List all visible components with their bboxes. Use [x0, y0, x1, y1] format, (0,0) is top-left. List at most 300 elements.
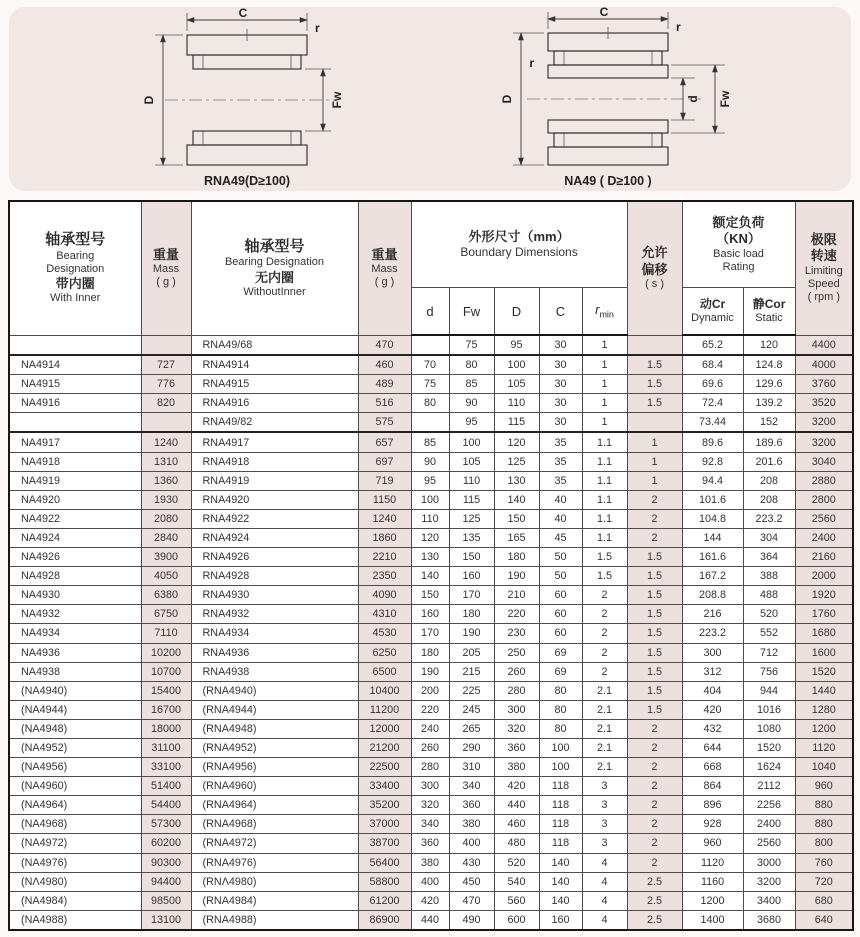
cell-fw: 490: [449, 910, 494, 930]
cell-cr: 896: [682, 796, 743, 815]
cell-d: 360: [411, 834, 449, 853]
header-s-unit: ( s ): [645, 277, 665, 290]
cell-fw: 75: [449, 335, 494, 355]
cell-C: 118: [539, 777, 582, 796]
cell-mass-without: 22500: [358, 758, 411, 777]
cell-cr: 144: [682, 528, 743, 547]
diagram-caption-na49: NA49 ( D≥100 ): [564, 174, 652, 188]
cell-mass-with: 6380: [141, 586, 191, 605]
cell-s: 1.5: [627, 355, 682, 375]
bearing-diagram-rna49: [77, 7, 407, 191]
cell-s: 1.5: [627, 567, 682, 586]
cell-mass-without: 2350: [358, 567, 411, 586]
cell-d: [411, 335, 449, 355]
cell-cor: 189.6: [743, 432, 795, 452]
cell-C: 40: [539, 490, 582, 509]
cell-speed: 3200: [795, 413, 853, 433]
cell-fw: 310: [449, 758, 494, 777]
table-row: [9, 796, 853, 815]
cell-cor: 208: [743, 490, 795, 509]
cell-with-inner: NA4928: [9, 567, 141, 586]
cell-cor: 124.8: [743, 355, 795, 375]
cell-cor: 520: [743, 605, 795, 624]
cell-mass-with: 1930: [141, 490, 191, 509]
cell-D: 115: [494, 413, 539, 433]
header-dim-C: C: [539, 288, 582, 336]
cell-mass-without: 1150: [358, 490, 411, 509]
rollers-top: [193, 55, 301, 69]
cell-s: 2: [627, 834, 682, 853]
cell-without-inner: (RNA4988): [191, 910, 358, 930]
cell-mass-without: 1860: [358, 528, 411, 547]
cell-rmin: 1.1: [582, 528, 627, 547]
cell-cr: 94.4: [682, 471, 743, 490]
cell-C: 35: [539, 452, 582, 471]
cell-rmin: 1.1: [582, 432, 627, 452]
cell-rmin: 2.1: [582, 719, 627, 738]
dim-label-r-top: r: [676, 20, 681, 34]
cell-fw: 225: [449, 681, 494, 700]
cell-fw: 110: [449, 471, 494, 490]
header-misalignment: [627, 201, 682, 335]
header-mass-unit: ( g ): [374, 276, 395, 289]
cell-fw: 430: [449, 853, 494, 872]
cell-cor: 129.6: [743, 375, 795, 394]
cell-s: 1.5: [627, 681, 682, 700]
cell-D: 360: [494, 738, 539, 757]
cell-cr: 1120: [682, 853, 743, 872]
cell-cor: 756: [743, 662, 795, 681]
cell-cr: 432: [682, 719, 743, 738]
cell-C: 35: [539, 471, 582, 490]
cell-without-inner: RNA4932: [191, 605, 358, 624]
cell-rmin: 4: [582, 872, 627, 891]
cell-D: 150: [494, 509, 539, 528]
header-speed-en2: Speed: [807, 277, 840, 290]
header-dim-r: r: [595, 302, 600, 318]
cell-cr: 208.8: [682, 586, 743, 605]
cell-mass-without: 58800: [358, 872, 411, 891]
dim-label-Fw: Fw: [330, 91, 344, 109]
cell-mass-without: 86900: [358, 910, 411, 930]
cell-cor: 223.2: [743, 509, 795, 528]
header-mass-zh: 重量: [371, 246, 398, 262]
cell-without-inner: (RNA4952): [191, 738, 358, 757]
header-cor-en: Static: [755, 311, 783, 324]
cell-rmin: 2: [582, 605, 627, 624]
cell-speed: 1600: [795, 643, 853, 662]
cell-with-inner: NA4920: [9, 490, 141, 509]
dim-label-r-left: r: [529, 56, 534, 70]
cell-mass-without: 470: [358, 335, 411, 355]
header-dim-rmin: [582, 288, 627, 336]
cell-C: 80: [539, 700, 582, 719]
cell-mass-without: 697: [358, 452, 411, 471]
cell-speed: 1040: [795, 758, 853, 777]
cell-s: [627, 413, 682, 433]
cell-C: 60: [539, 624, 582, 643]
cell-mass-with: 51400: [141, 777, 191, 796]
cell-s: 1.5: [627, 662, 682, 681]
cell-D: 420: [494, 777, 539, 796]
cell-rmin: 4: [582, 853, 627, 872]
cell-s: 2.5: [627, 872, 682, 891]
cell-with-inner: (NA4968): [9, 815, 141, 834]
table-row: [9, 719, 853, 738]
cell-with-inner: (NA4984): [9, 891, 141, 910]
cell-without-inner: RNA4938: [191, 662, 358, 681]
cell-mass-without: 35200: [358, 796, 411, 815]
cell-D: 100: [494, 355, 539, 375]
cell-C: 50: [539, 548, 582, 567]
cell-d: 420: [411, 891, 449, 910]
cell-s: 1.5: [627, 643, 682, 662]
dim-label-c: C: [599, 7, 609, 19]
cell-D: 220: [494, 605, 539, 624]
cell-fw: 100: [449, 432, 494, 452]
cell-speed: 880: [795, 796, 853, 815]
cell-with-inner: (NA4972): [9, 834, 141, 853]
cell-with-inner: (NA4948): [9, 719, 141, 738]
cell-speed: 760: [795, 853, 853, 872]
table-row: [9, 834, 853, 853]
cell-rmin: 2.1: [582, 681, 627, 700]
cell-cor: 3400: [743, 891, 795, 910]
cell-cor: 712: [743, 643, 795, 662]
cell-fw: 150: [449, 548, 494, 567]
cell-cr: 1400: [682, 910, 743, 930]
cell-speed: 2160: [795, 548, 853, 567]
cell-speed: 800: [795, 834, 853, 853]
cell-rmin: 3: [582, 796, 627, 815]
cell-cr: 216: [682, 605, 743, 624]
header-without-inner: [191, 201, 358, 335]
cell-C: 140: [539, 853, 582, 872]
table-row: [9, 567, 853, 586]
header-static-cor: [743, 288, 795, 336]
table-row: [9, 891, 853, 910]
cell-cr: 161.6: [682, 548, 743, 567]
cell-cor: 201.6: [743, 452, 795, 471]
header-cr-zh: 动Cr: [699, 296, 726, 311]
cell-D: 95: [494, 335, 539, 355]
cell-rmin: 1.5: [582, 548, 627, 567]
cell-with-inner: NA4930: [9, 586, 141, 605]
cell-mass-with: 94400: [141, 872, 191, 891]
cell-rmin: 1.1: [582, 471, 627, 490]
cell-cor: 2400: [743, 815, 795, 834]
cell-C: 60: [539, 586, 582, 605]
cell-d: 400: [411, 872, 449, 891]
cell-d: [411, 413, 449, 433]
header-cr-en: Dynamic: [691, 311, 734, 324]
cell-d: 150: [411, 586, 449, 605]
cell-with-inner: NA4924: [9, 528, 141, 547]
cell-D: 460: [494, 815, 539, 834]
header-dim-fw: Fw: [449, 288, 494, 336]
cell-speed: 1760: [795, 605, 853, 624]
table-row: [9, 355, 853, 375]
table-row: [9, 548, 853, 567]
spec-table-wrap: [8, 200, 852, 931]
cell-C: 80: [539, 719, 582, 738]
cell-C: 118: [539, 796, 582, 815]
cell-without-inner: RNA4917: [191, 432, 358, 452]
cell-d: 85: [411, 432, 449, 452]
cell-mass-without: 21200: [358, 738, 411, 757]
cell-d: 280: [411, 758, 449, 777]
cell-s: 2: [627, 528, 682, 547]
header-without-inner-zh: 轴承型号: [244, 237, 305, 255]
cell-speed: 3200: [795, 432, 853, 452]
cell-without-inner: RNA4936: [191, 643, 358, 662]
cell-mass-with: 54400: [141, 796, 191, 815]
cell-s: 1.5: [627, 605, 682, 624]
header-dim-d: d: [411, 288, 449, 336]
header-s-zh2: 偏移: [641, 261, 668, 277]
cell-without-inner: (RNA4944): [191, 700, 358, 719]
cell-with-inner: (NΛ4980): [9, 872, 141, 891]
cell-mass-with: 2080: [141, 509, 191, 528]
cell-d: 80: [411, 394, 449, 413]
cell-rmin: 1: [582, 413, 627, 433]
cell-d: 240: [411, 719, 449, 738]
cell-fw: 450: [449, 872, 494, 891]
cell-without-inner: RNA4914: [191, 355, 358, 375]
cell-fw: 95: [449, 413, 494, 433]
cell-rmin: 1.5: [582, 567, 627, 586]
cell-s: 1.5: [627, 586, 682, 605]
cell-mass-with: 98500: [141, 891, 191, 910]
cell-without-inner: (RNA4956): [191, 758, 358, 777]
table-row: [9, 528, 853, 547]
cell-C: 40: [539, 509, 582, 528]
table-row: [9, 815, 853, 834]
cell-C: 140: [539, 872, 582, 891]
cell-speed: 2800: [795, 490, 853, 509]
cell-d: 75: [411, 375, 449, 394]
cell-fw: 135: [449, 528, 494, 547]
cell-rmin: 2: [582, 643, 627, 662]
cell-D: 260: [494, 662, 539, 681]
cell-with-inner: (NA4956): [9, 758, 141, 777]
cell-without-inner: RNA4916: [191, 394, 358, 413]
cell-D: 130: [494, 471, 539, 490]
header-dim-rsub: min: [599, 309, 614, 320]
header-with-inner-zh: 轴承型号: [45, 230, 106, 248]
cell-d: 180: [411, 643, 449, 662]
cell-mass-without: 11200: [358, 700, 411, 719]
table-row: [9, 605, 853, 624]
cell-rmin: 3: [582, 834, 627, 853]
cell-C: 100: [539, 758, 582, 777]
cell-d: 95: [411, 471, 449, 490]
cell-speed: 1440: [795, 681, 853, 700]
header-with-inner: [9, 201, 141, 335]
cell-speed: 1920: [795, 586, 853, 605]
cell-cr: 644: [682, 738, 743, 757]
header-mass-with: [141, 201, 191, 335]
cell-without-inner: RNA4920: [191, 490, 358, 509]
cell-d: 340: [411, 815, 449, 834]
header-speed-zh2: 转速: [810, 248, 837, 264]
cell-mass-with: 18000: [141, 719, 191, 738]
cell-mass-without: 575: [358, 413, 411, 433]
rollers-top: [554, 51, 662, 65]
cell-rmin: 1.1: [582, 490, 627, 509]
cell-s: 1: [627, 471, 682, 490]
cell-d: 190: [411, 662, 449, 681]
table-row: [9, 777, 853, 796]
header-speed-en1: Limiting: [804, 264, 843, 277]
cell-d: 170: [411, 624, 449, 643]
cell-cr: 420: [682, 700, 743, 719]
table-row: [9, 662, 853, 681]
cell-with-inner: NA4926: [9, 548, 141, 567]
cell-with-inner: [9, 413, 141, 433]
header-limiting-speed: [795, 201, 853, 335]
cell-mass-without: 56400: [358, 853, 411, 872]
cell-cr: 312: [682, 662, 743, 681]
table-row: [9, 471, 853, 490]
cell-s: 2: [627, 490, 682, 509]
cell-without-inner: (RNΛ4980): [191, 872, 358, 891]
cell-fw: 215: [449, 662, 494, 681]
cell-fw: 170: [449, 586, 494, 605]
cell-with-inner: NA4938: [9, 662, 141, 681]
header-with-inner-zh2: 带内圈: [55, 276, 95, 292]
cell-mass-without: 2210: [358, 548, 411, 567]
table-row: [9, 452, 853, 471]
cell-C: 160: [539, 910, 582, 930]
header-without-inner-en1: Bearing Designation: [224, 256, 325, 269]
cell-s: 2: [627, 509, 682, 528]
cell-mass-with: 7110: [141, 624, 191, 643]
cell-C: 140: [539, 891, 582, 910]
cell-fw: 180: [449, 605, 494, 624]
cell-speed: 640: [795, 910, 853, 930]
table-row: [9, 432, 853, 452]
cell-rmin: 2.1: [582, 758, 627, 777]
cell-cor: 388: [743, 567, 795, 586]
header-speed-unit: ( rpm ): [807, 291, 840, 304]
cell-C: 69: [539, 643, 582, 662]
cell-with-inner: (NA4944): [9, 700, 141, 719]
cell-d: 160: [411, 605, 449, 624]
cell-fw: 360: [449, 796, 494, 815]
header-dynamic-cr: [682, 288, 743, 336]
cell-D: 165: [494, 528, 539, 547]
cell-mass-with: 31100: [141, 738, 191, 757]
cell-with-inner: NA4915: [9, 375, 141, 394]
cell-D: 125: [494, 452, 539, 471]
cell-cor: 3680: [743, 910, 795, 930]
cell-d: 300: [411, 777, 449, 796]
cell-without-inner: RNA49/68: [191, 335, 358, 355]
cell-cor: 2112: [743, 777, 795, 796]
cell-speed: 880: [795, 815, 853, 834]
cell-without-inner: (RNA4968): [191, 815, 358, 834]
header-mass-en: Mass: [152, 263, 180, 276]
cell-cr: 68.4: [682, 355, 743, 375]
cell-s: [627, 335, 682, 355]
cell-mass-without: 12000: [358, 719, 411, 738]
cell-C: 100: [539, 738, 582, 757]
inner-ring-bottom: [548, 120, 668, 133]
cell-mass-without: 4090: [358, 586, 411, 605]
cell-fw: 400: [449, 834, 494, 853]
cell-with-inner: (NA4940): [9, 681, 141, 700]
cell-mass-without: 4310: [358, 605, 411, 624]
header-boundary-en: Boundary Dimensions: [460, 245, 578, 260]
cell-mass-without: 37000: [358, 815, 411, 834]
cell-cr: 928: [682, 815, 743, 834]
header-mass-zh: 重量: [152, 246, 179, 262]
cell-mass-without: 6250: [358, 643, 411, 662]
cell-fw: 80: [449, 355, 494, 375]
cell-mass-with: 1360: [141, 471, 191, 490]
cell-without-inner: (RNA4960): [191, 777, 358, 796]
cell-cr: 960: [682, 834, 743, 853]
cell-cr: 92.8: [682, 452, 743, 471]
cell-cr: 73.44: [682, 413, 743, 433]
cell-rmin: 1: [582, 355, 627, 375]
diagram-panel: [9, 7, 851, 191]
header-load-en1: Basic load: [713, 247, 764, 260]
cell-fw: 205: [449, 643, 494, 662]
table-row: [9, 758, 853, 777]
cell-cr: 223.2: [682, 624, 743, 643]
cell-C: 118: [539, 815, 582, 834]
cell-speed: 1680: [795, 624, 853, 643]
cell-D: 230: [494, 624, 539, 643]
cell-rmin: 1.1: [582, 509, 627, 528]
dim-label-Fw: Fw: [718, 90, 732, 108]
cell-C: 30: [539, 375, 582, 394]
cell-without-inner: RNA4919: [191, 471, 358, 490]
cell-cr: 1200: [682, 891, 743, 910]
cell-mass-with: 4050: [141, 567, 191, 586]
table-row: [9, 738, 853, 757]
cell-fw: 90: [449, 394, 494, 413]
cell-speed: 4000: [795, 355, 853, 375]
cell-D: 540: [494, 872, 539, 891]
cell-rmin: 1: [582, 335, 627, 355]
cell-mass-with: 1310: [141, 452, 191, 471]
cell-cor: 552: [743, 624, 795, 643]
header-mass-without: [358, 201, 411, 335]
cell-with-inner: NA4917: [9, 432, 141, 452]
cell-cr: 89.6: [682, 432, 743, 452]
table-row: [9, 643, 853, 662]
cell-D: 190: [494, 567, 539, 586]
cell-cor: 488: [743, 586, 795, 605]
cell-d: 440: [411, 910, 449, 930]
outer-ring-bottom: [187, 145, 307, 165]
cell-s: 1: [627, 452, 682, 471]
cell-rmin: 3: [582, 777, 627, 796]
cell-mass-with: 776: [141, 375, 191, 394]
cell-mass-without: 1240: [358, 509, 411, 528]
cell-rmin: 2: [582, 586, 627, 605]
cell-s: 1.5: [627, 394, 682, 413]
cell-C: 30: [539, 413, 582, 433]
cell-speed: 3040: [795, 452, 853, 471]
cell-mass-with: 10700: [141, 662, 191, 681]
table-row: [9, 681, 853, 700]
cell-with-inner: NA4916: [9, 394, 141, 413]
cell-rmin: 1.1: [582, 452, 627, 471]
